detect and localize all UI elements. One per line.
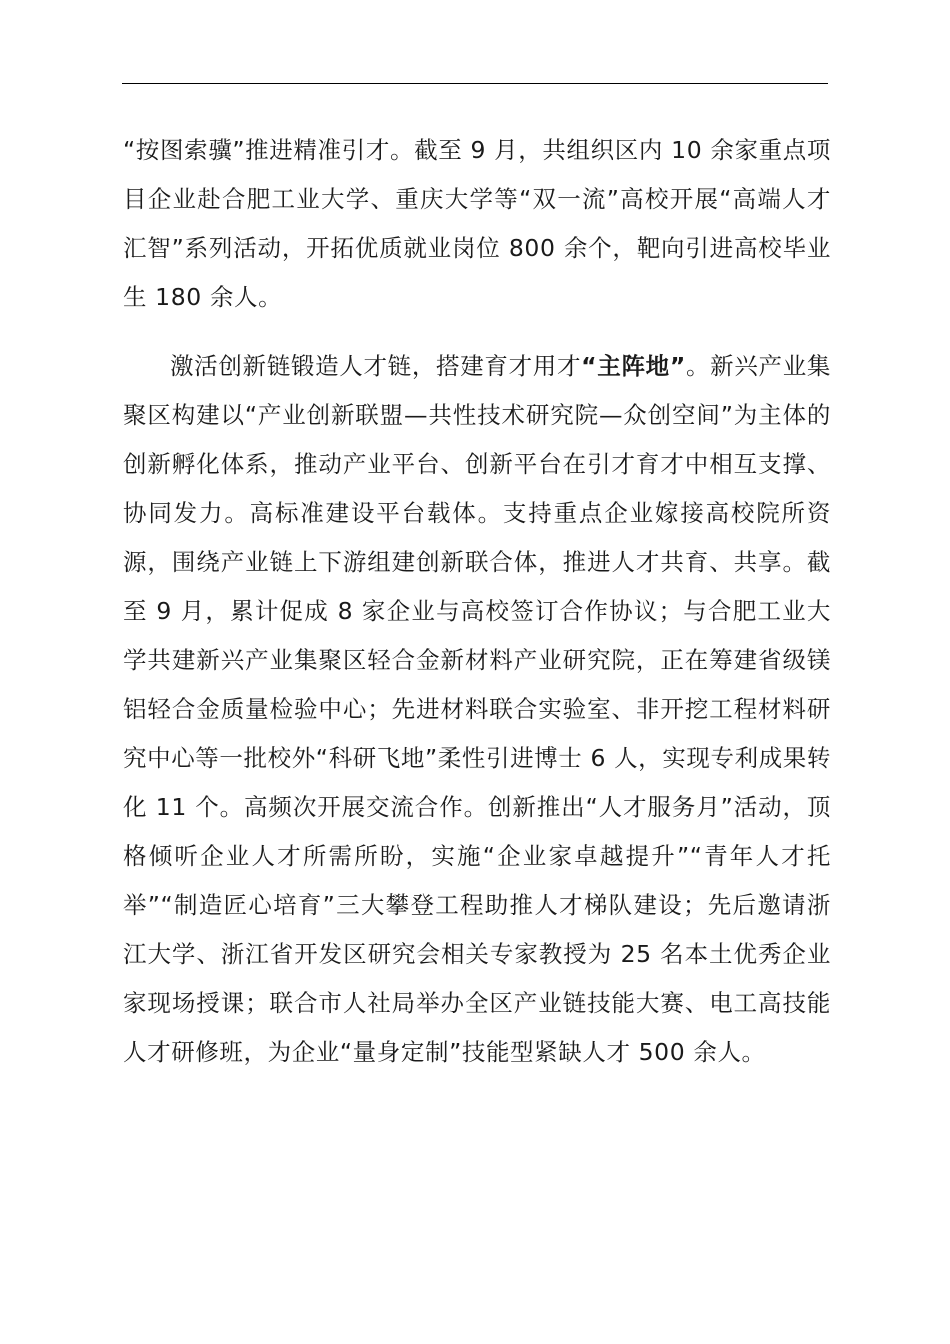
- paragraph-innovation-chain: [123, 342, 831, 1077]
- paragraph-emphasis: “主阵地”: [581, 352, 686, 380]
- header-rule: [122, 83, 828, 84]
- paragraph-continuation: “按图索骥”推进精准引才。截至 9 月，共组织区内 10 余家重点项目企业赴合肥工业大学、重庆大学等“双一流”高校开展“高端人才汇智”系列活动，开拓优质就业岗位 800 余个，靶向引进高校毕业生 180 余人。: [123, 136, 831, 311]
- paragraph-body: 。新兴产业集聚区构建以“产业创新联盟—共性技术研究院—众创空间”为主体的创新孵化体系，推动产业平台、创新平台在引才育才中相互支撑、协同发力。高标准建设平台载体。支持重点企业嫁接高校院所资源，围绕产业链上下游组建创新联合体，推进人才共育、共享。截至 9 月，累计促成 8 家企业与高校签订合作协议；与合肥工业大学共建新兴产业集聚区轻合金新材料产业研究院，正在筹建省级镁铝轻合金质量检验中心；先进材料联合实验室、非开挖工程材料研究中心等一批校外“科研飞地”柔性引进博士 6 人，实现专利成果转化 11 个。高频次开展交流合作。创新推出“人才服务月”活动，顶格倾听企业人才所需所盼，实施“企业家卓越提升”“青年人才托举”“制造匠心培育”三大攀登工程助推人才梯队建设；先后邀请浙江大学、浙江省开发区研究会相关专家教授为 25 名本土优秀企业家现场授课；联合市人社局举办全区产业链技能大赛、电工高技能人才研修班，为企业“量身定制”技能型紧缺人才 500 余人。: [123, 352, 832, 1066]
- paragraph-lead: 激活创新链锻造人才链，搭建育才用才: [170, 352, 582, 380]
- document-body: [123, 126, 831, 1077]
